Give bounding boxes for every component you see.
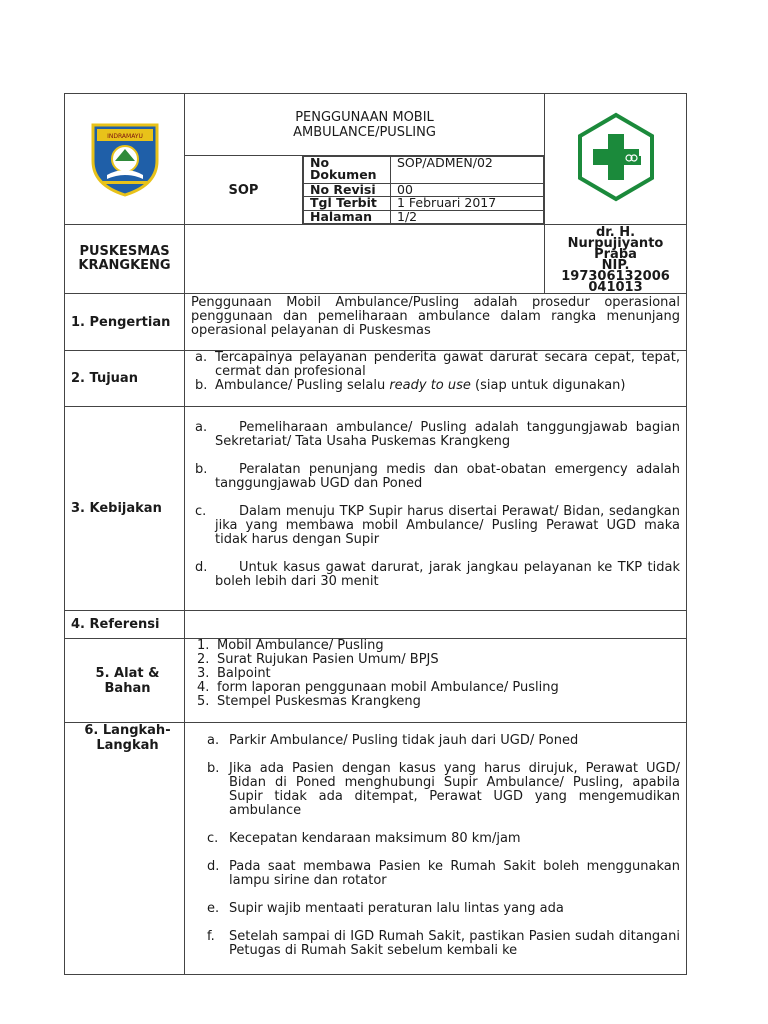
section-label-alat-bahan: 5. Alat & Bahan xyxy=(65,639,185,723)
list-item: 4. form laporan penggunaan mobil Ambulance/ Pusling xyxy=(197,680,559,695)
meta-key-tgl-terbit: Tgl Terbit xyxy=(304,197,391,210)
signer-nip-label: NIP. xyxy=(601,258,630,273)
document-meta-cell xyxy=(303,156,545,225)
signer-block xyxy=(545,225,687,294)
meta-value-tgl-terbit: 1 Februari 2017 xyxy=(391,197,544,210)
regency-emblem-icon xyxy=(87,117,163,197)
list-item: d. Untuk kasus gawat darurat, jarak jangkau pelayanan ke TKP tidak boleh lebih dari 30 menit xyxy=(195,560,681,589)
meta-key-halaman: Halaman xyxy=(304,210,391,223)
signer-name: dr. H. Nurpujiyanto Praba xyxy=(567,225,664,262)
list-item: 2. Surat Rujukan Pasien Umum/ BPJS xyxy=(197,652,439,667)
sop-document xyxy=(64,93,686,975)
puskesmas-line-2: KRANGKENG xyxy=(78,258,171,273)
sop-table xyxy=(64,93,687,975)
tujuan-cell xyxy=(185,351,687,407)
meta-value-no-revisi: 00 xyxy=(391,184,544,197)
referensi-cell xyxy=(185,611,687,639)
list-item: b. Jika ada Pasien dengan kasus yang harus dirujuk, Perawat UGD/ Bidan di Poned menghubungi Supir Ambulance/ Pusling, apabila Supir tidak ada ditempat, Perawat UGD yang mengemudikan ambulance xyxy=(207,761,681,818)
puskesmas-logo-cell xyxy=(545,94,687,225)
list-item: b. Ambulance/ Pusling selalu ready to use (siap untuk digunakan) xyxy=(195,378,626,393)
regency-logo-cell xyxy=(65,94,185,225)
puskesmas-name xyxy=(65,225,185,294)
kebijakan-cell xyxy=(185,407,687,611)
title-line-1: PENGGUNAAN MOBIL xyxy=(295,109,434,125)
list-item: e. Supir wajib mentaati peraturan lalu lintas yang ada xyxy=(207,901,564,916)
list-item: a. Parkir Ambulance/ Pusling tidak jauh dari UGD/ Poned xyxy=(207,734,579,748)
list-item: c. Dalam menuju TKP Supir harus disertai Perawat/ Bidan, sedangkan jika yang membawa mobil Ambulance/ Pusling Perawat UGD maka tidak harus dengan Supir xyxy=(195,504,681,547)
tujuan-list xyxy=(191,351,680,393)
alat-cell xyxy=(185,639,687,723)
list-item: 1. Mobil Ambulance/ Pusling xyxy=(197,638,384,653)
section-label-tujuan: 2. Tujuan xyxy=(65,351,185,407)
signer-nip: 197306132006041013 xyxy=(561,269,670,295)
section-label-pengertian: 1. Pengertian xyxy=(65,294,185,351)
kebijakan-list xyxy=(191,421,680,589)
langkah-clip xyxy=(191,734,680,971)
list-item: 3. Balpoint xyxy=(197,666,271,681)
sop-label: SOP xyxy=(185,156,303,225)
document-title xyxy=(185,94,545,156)
list-item: b. Peralatan penunjang medis dan obat-obatan emergency adalah tanggungjawab UGD dan Poned xyxy=(195,462,681,491)
list-item: a. Tercapainya pelayanan penderita gawat darurat secara cepat, tepat, cermat dan profesional xyxy=(195,350,681,379)
signature-area xyxy=(185,225,545,294)
list-item: f. Setelah sampai di IGD Rumah Sakit, pastikan Pasien sudah ditangani Petugas di Rumah Sakit sebelum kembali ke xyxy=(207,929,681,958)
langkah-cell xyxy=(185,723,687,975)
pengertian-text: Penggunaan Mobil Ambulance/Pusling adalah prosedur operasional penggunaan dan pemeliharaan ambulance dalam rangka menunjang operasional pelayanan di Puskesmas xyxy=(185,294,687,351)
section-label-langkah: 6. Langkah- Langkah xyxy=(65,723,185,975)
document-meta-table xyxy=(303,156,544,224)
alat-list xyxy=(191,639,680,709)
puskesmas-line-1: PUSKESMAS xyxy=(79,244,170,259)
meta-key-no-revisi: No Revisi xyxy=(304,184,391,197)
meta-key-no-dokumen: No Dokumen xyxy=(304,157,391,184)
meta-value-no-dokumen: SOP/ADMEN/02 xyxy=(391,157,544,184)
list-item: d. Pada saat membawa Pasien ke Rumah Sakit boleh menggunakan lampu sirine dan rotator xyxy=(207,859,681,888)
emblem-text: INDRAMAYU xyxy=(106,133,143,140)
puskesmas-logo-icon xyxy=(571,112,661,202)
section-label-kebijakan: 3. Kebijakan xyxy=(65,407,185,611)
meta-value-halaman: 1/2 xyxy=(391,210,544,223)
title-line-2: AMBULANCE/PUSLING xyxy=(293,124,436,140)
list-item: c. Kecepatan kendaraan maksimum 80 km/jam xyxy=(207,831,521,846)
list-item: a. Pemeliharaan ambulance/ Pusling adalah tanggungjawab bagian Sekretariat/ Tata Usaha Puskemas Krangkeng xyxy=(195,420,681,449)
list-item: 5. Stempel Puskesmas Krangkeng xyxy=(197,694,421,709)
section-label-referensi: 4. Referensi xyxy=(65,611,185,639)
langkah-list xyxy=(191,734,680,958)
